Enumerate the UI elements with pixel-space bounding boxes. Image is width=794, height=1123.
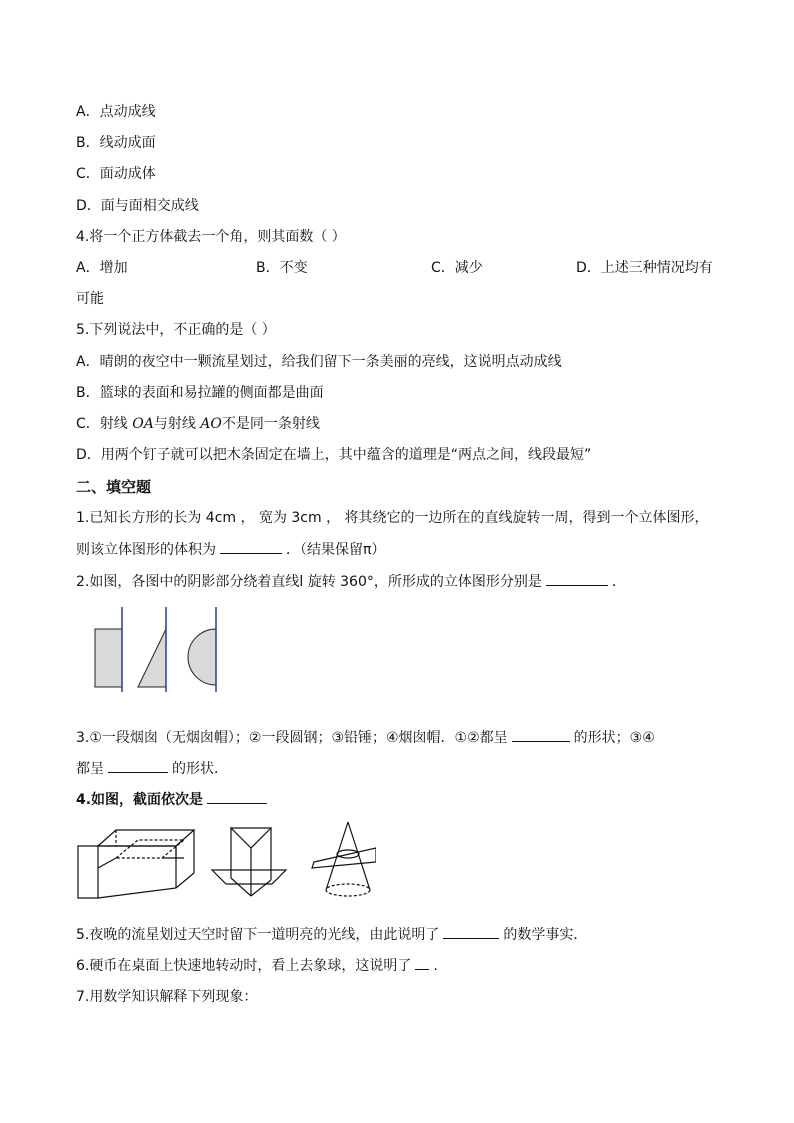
q5-option-d: D．用两个钉子就可以把木条固定在墙上，其中蕴含的道理是“两点之间，线段最短”	[76, 447, 592, 463]
f4-line	[76, 789, 271, 810]
f2-post: ．	[611, 574, 626, 590]
answer-blank[interactable]	[415, 955, 429, 970]
f7-line: 7.用数学知识解释下列现象：	[76, 989, 258, 1005]
f1-line1: 1.已知长方形的长为 4cm ， 宽为 3cm ， 将其绕它的一边所在的直线旋转一周，得到一个立体图形，	[76, 510, 709, 526]
f3-line1-post: 的形状；③④	[573, 730, 655, 746]
f5-line	[76, 924, 587, 945]
rotation-figure	[88, 602, 228, 692]
cube-section	[78, 830, 194, 898]
q5-option-a: A．晴朗的夜空中一颗流星划过，给我们留下一条美丽的亮线，这说明点动成线	[76, 354, 562, 370]
q5-option-b: B．篮球的表面和易拉罐的侧面都是曲面	[76, 385, 324, 401]
answer-blank[interactable]	[108, 758, 168, 773]
ray-ao: AO	[200, 416, 222, 432]
answer-blank[interactable]	[220, 539, 282, 554]
f3-line2	[76, 758, 228, 779]
q4-option-d-continued: 可能	[76, 291, 104, 307]
answer-blank[interactable]	[443, 924, 499, 939]
f2-pre: 2.如图，各图中的阴影部分绕着直线l 旋转 360°，所形成的立体图形分别是	[76, 574, 542, 590]
ray-oa: OA	[132, 416, 154, 432]
q5-option-c-pre: C．射线	[76, 416, 133, 432]
prism-section	[212, 828, 286, 896]
f3-line1	[76, 727, 655, 748]
q4-stem: 4.将一个正方体截去一个角，则其面数（ ）	[76, 229, 346, 245]
q3-option-b: B．线动成面	[76, 135, 156, 151]
answer-blank[interactable]	[512, 727, 570, 742]
f3-line2-post: 的形状．	[172, 761, 228, 777]
f3-line1-pre: 3.①一段烟囱（无烟囱帽）；②一段圆钢；③铅锤；④烟囱帽．①②都呈	[76, 730, 508, 746]
shaded-semicircle	[188, 629, 216, 685]
f3-line2-pre: 都呈	[76, 761, 104, 777]
f5-pre: 5.夜晚的流星划过天空时留下一道明亮的光线，由此说明了	[76, 927, 440, 943]
f4-pre: 4.如图，截面依次是	[76, 792, 204, 808]
q3-option-d: D．面与面相交成线	[76, 198, 199, 214]
shaded-triangle	[138, 629, 166, 687]
q5-option-c-mid: 与射线	[153, 416, 201, 432]
q3-option-a: A．点动成线	[76, 104, 156, 120]
answer-blank[interactable]	[546, 571, 608, 586]
f6-pre: 6.硬币在桌面上快速地转动时，看上去象球，这说明了	[76, 958, 412, 974]
q4-option-c: C．减少	[431, 260, 483, 276]
f1-line2-pre: 则该立体图形的体积为	[76, 542, 216, 558]
f2-line	[76, 571, 626, 592]
cone-section	[312, 822, 376, 896]
f1-line2	[76, 539, 385, 560]
section-title: 二、填空题	[76, 478, 152, 496]
cross-section-figure	[76, 818, 376, 908]
f5-post: 的数学事实．	[503, 927, 588, 943]
f6-post: .	[433, 958, 438, 974]
q5-stem: 5.下列说法中，不正确的是（ ）	[76, 322, 276, 338]
q5-option-c	[76, 414, 320, 434]
q4-option-a: A．增加	[76, 260, 128, 276]
q4-option-b: B．不变	[256, 260, 308, 276]
shaded-rectangle	[95, 629, 122, 687]
f1-line2-post: ．（结果保留π）	[286, 542, 386, 558]
q3-option-c: C．面动成体	[76, 166, 156, 182]
q4-option-d: D．上述三种情况均有	[576, 260, 713, 276]
f6-line	[76, 955, 438, 976]
answer-blank[interactable]	[207, 789, 267, 804]
q5-option-c-post: 不是同一条射线	[221, 416, 320, 432]
